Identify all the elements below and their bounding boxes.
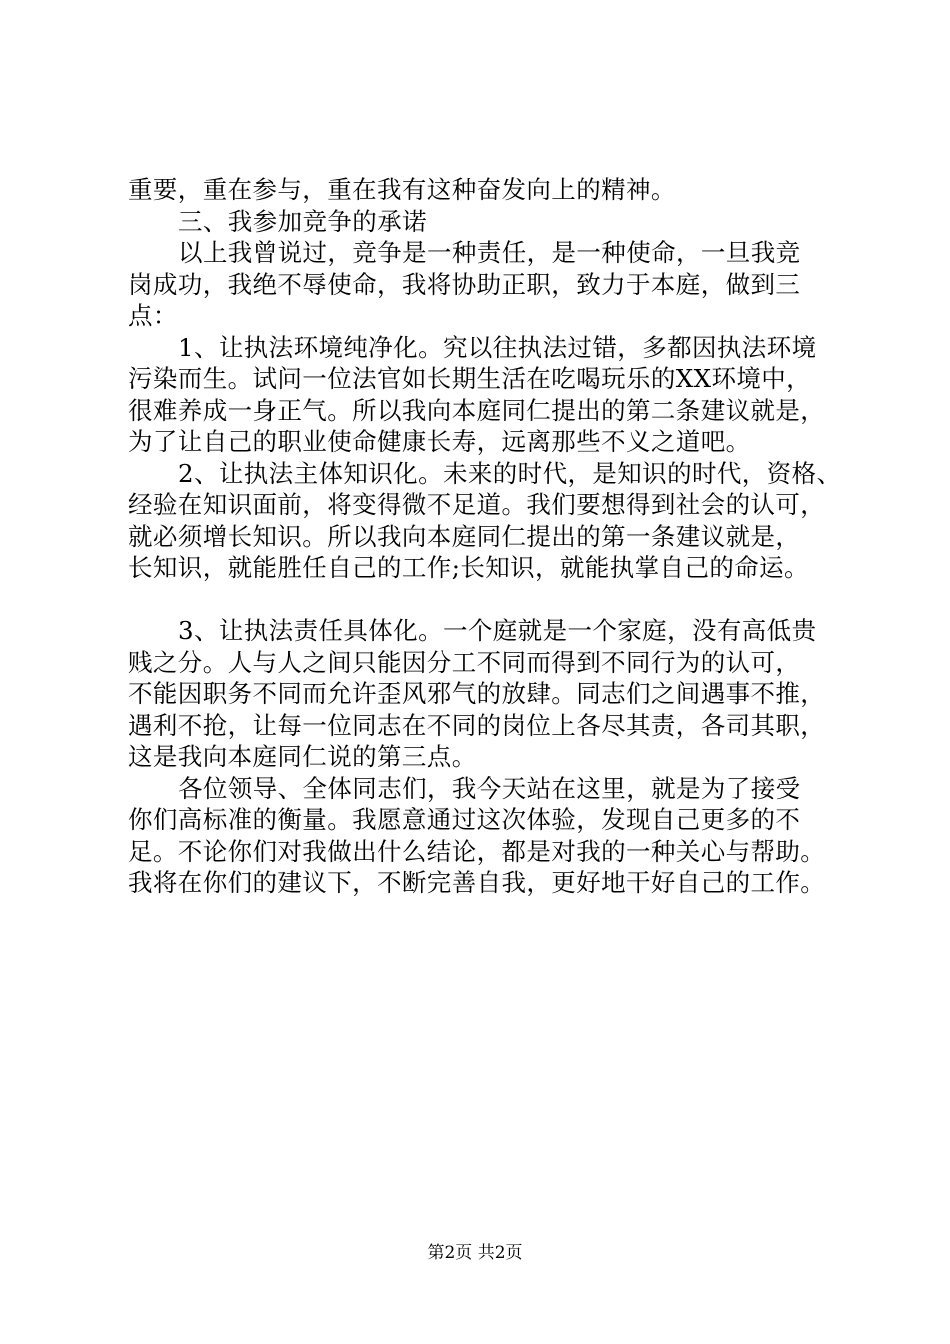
- blank-line: [128, 584, 832, 616]
- text-line: 不能因职务不同而允许歪风邪气的放肆。同志们之间遇事不推，: [128, 679, 826, 708]
- text-line: 3、让执法责任具体化。一个庭就是一个家庭，没有高低贵: [178, 616, 817, 645]
- text-line: 遇利不抢，让每一位同志在不同的岗位上各尽其责，各司其职，: [128, 710, 826, 740]
- text-line: 以上我曾说过，竞争是一种责任，是一种使命，一旦我竞: [178, 238, 801, 267]
- text-line: 很难养成一身正气。所以我向本庭同仁提出的第二条建议就是，: [128, 395, 826, 425]
- text-line: 长知识，就能胜任自己的工作;长知识，就能执掌自己的命运。: [128, 553, 809, 582]
- text-line: 1、让执法环境纯净化。究以往执法过错，多都因执法环境: [178, 332, 817, 362]
- text-line: 污染而生。试问一位法官如长期生活在吃喝玩乐的XX环境中，: [128, 364, 812, 393]
- section-heading: 三、我参加竞争的承诺: [178, 206, 427, 236]
- body-text: [128, 174, 842, 899]
- text-line: 为了让自己的职业使命健康长寿，远离那些不义之道吧。: [128, 427, 751, 456]
- text-line: 经验在知识面前，将变得微不足道。我们要想得到社会的认可，: [128, 490, 826, 519]
- text-line: 岗成功，我绝不辱使命，我将协助正职，致力于本庭，做到三: [128, 269, 801, 299]
- text-line: 点：: [128, 301, 178, 330]
- text-line: 你们高标准的衡量。我愿意通过这次体验，发现自己更多的不: [128, 805, 801, 834]
- page-number-footer: 第2页 共2页: [427, 1243, 523, 1263]
- text-line: 各位领导、全体同志们，我今天站在这里，就是为了接受: [178, 773, 801, 803]
- text-line: 2、让执法主体知识化。未来的时代，是知识的时代，资格、: [178, 458, 842, 488]
- text-line: 贱之分。人与人之间只能因分工不同而得到不同行为的认可，: [128, 647, 801, 677]
- text-line: 这是我向本庭同仁说的第三点。: [128, 742, 477, 771]
- text-line: 就必须增长知识。所以我向本庭同仁提出的第一条建议就是，: [128, 521, 801, 551]
- text-line: 我将在你们的建议下，不断完善自我，更好地干好自己的工作。: [128, 868, 826, 897]
- text-line: 足。不论你们对我做出什么结论，都是对我的一种关心与帮助。: [128, 836, 826, 866]
- text-line: 重要，重在参与，重在我有这种奋发向上的精神。: [128, 175, 676, 204]
